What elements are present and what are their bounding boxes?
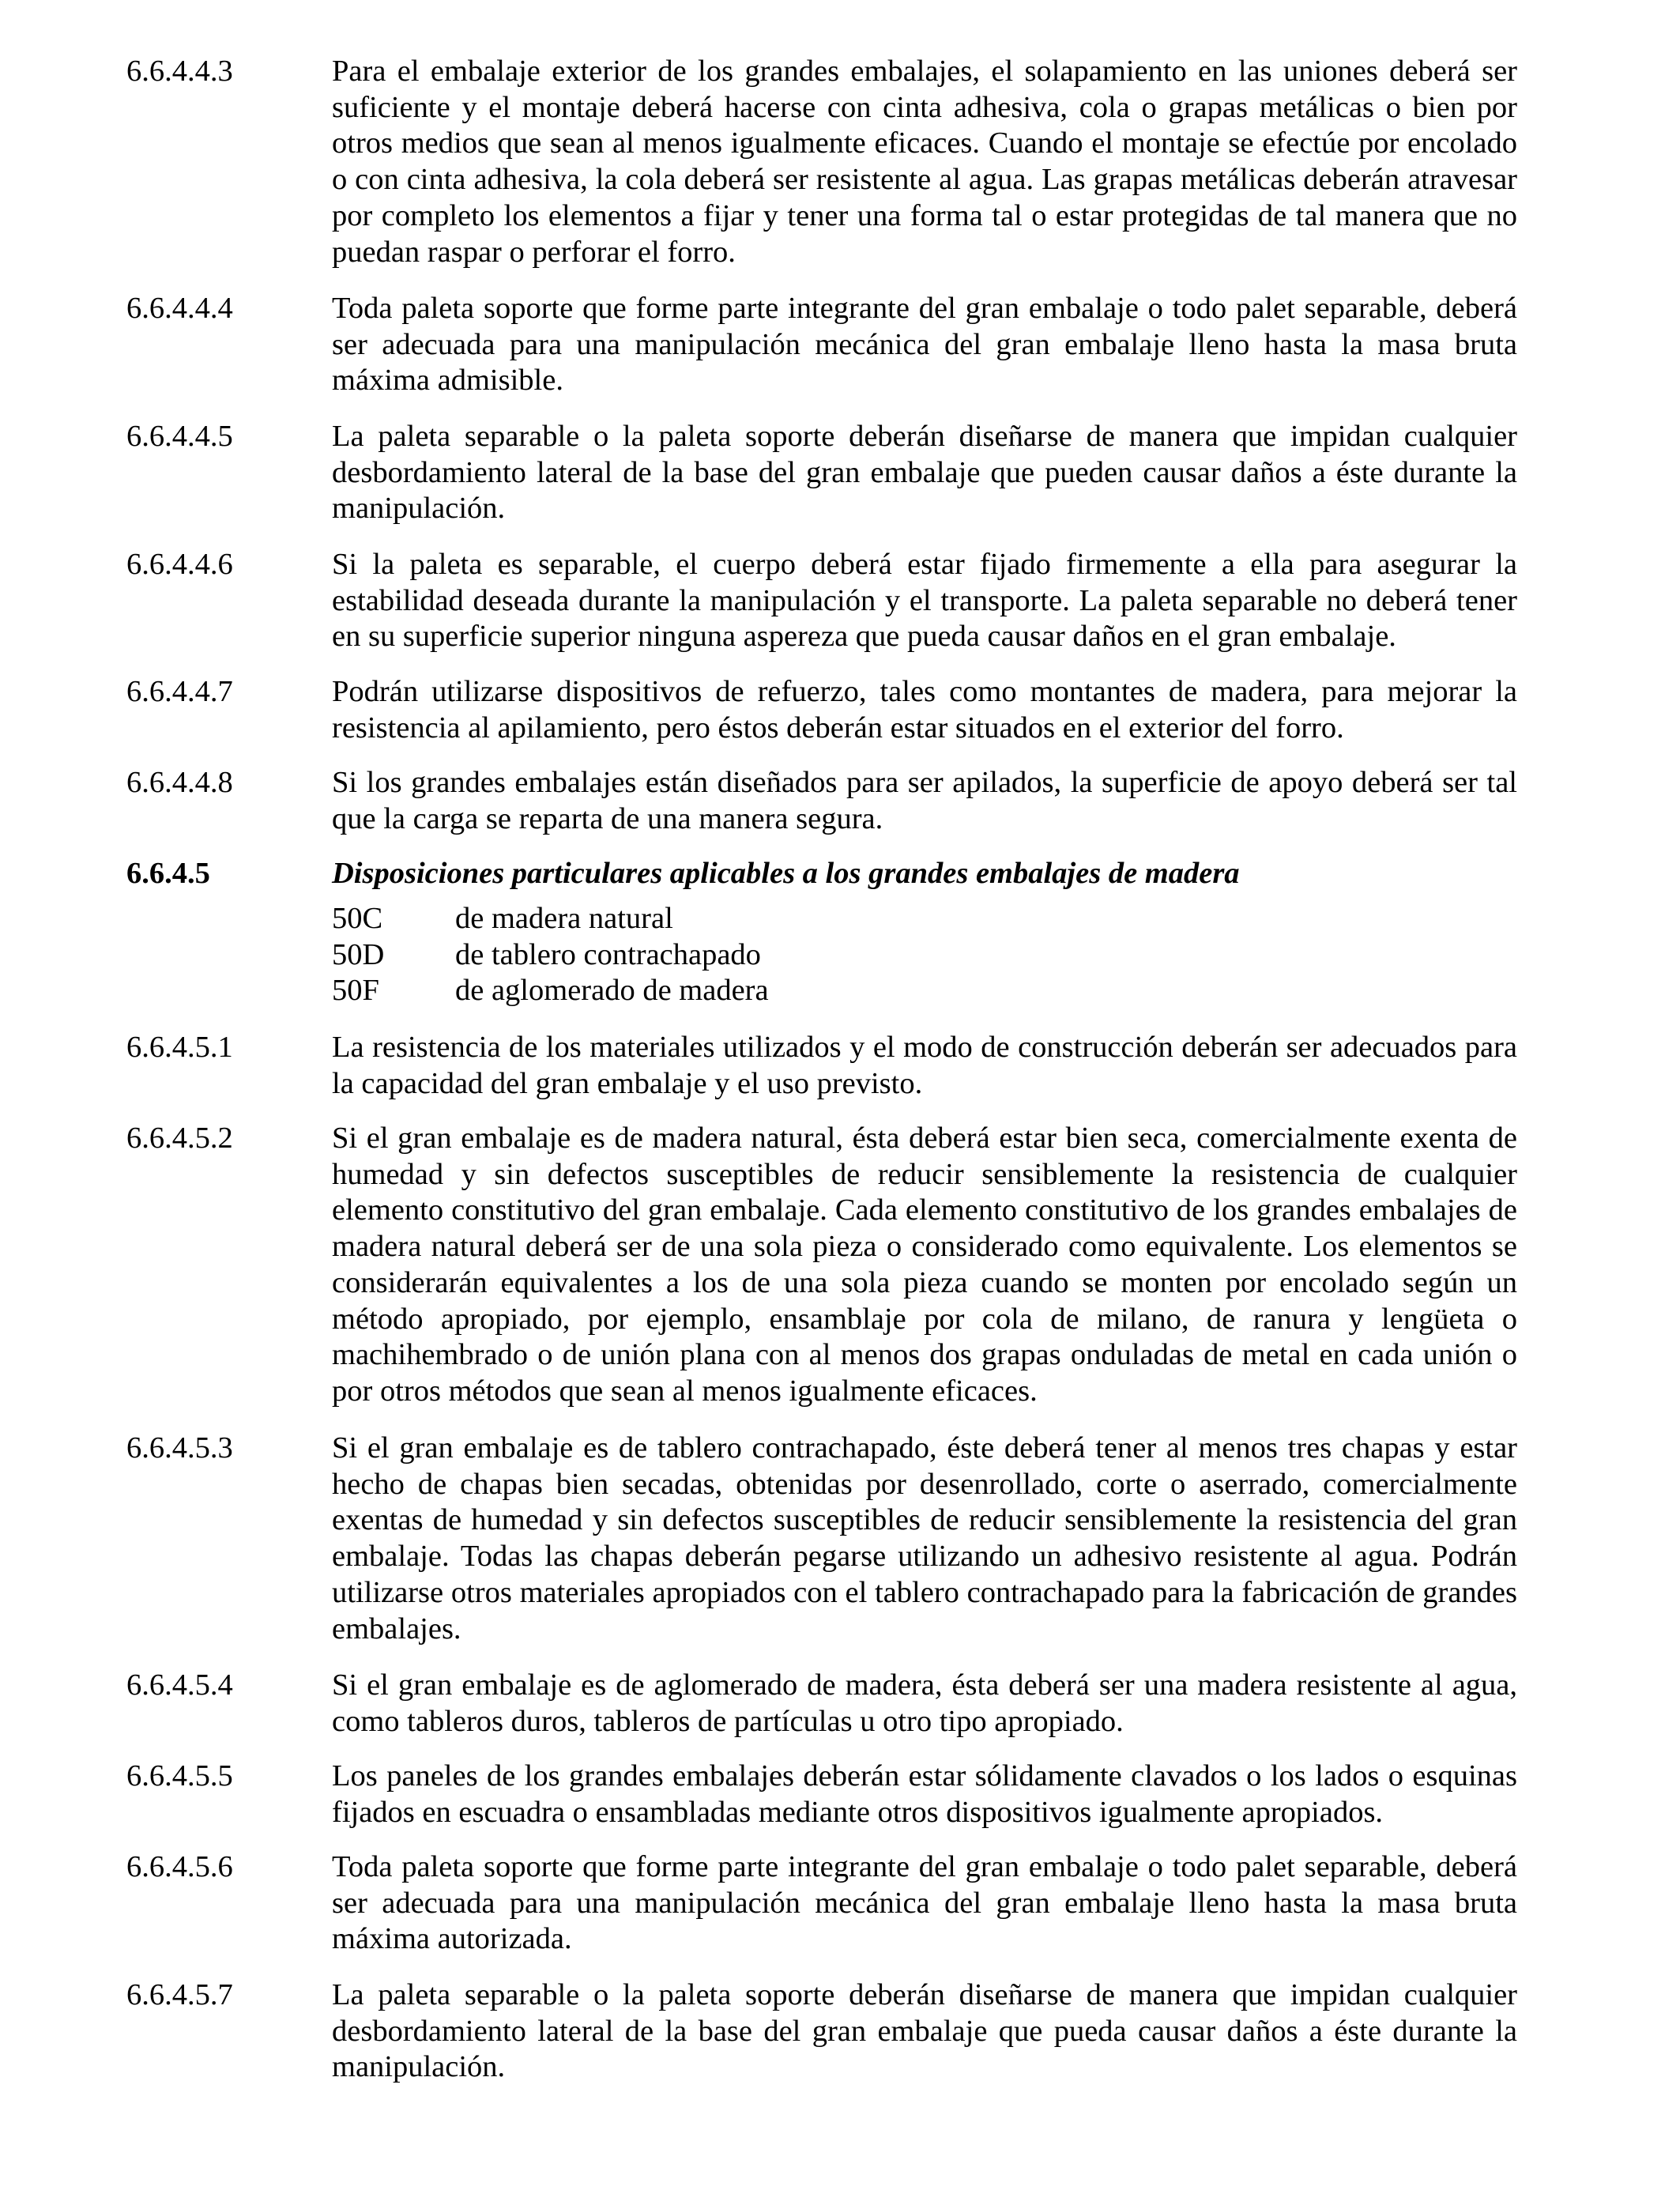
section-text: Podrán utilizarse dispositivos de refuerzo, tales como montantes de madera, para mejorar la resistencia al apilamiento, pero éstos deberán estar situados en el exterior del forro. <box>332 675 1517 745</box>
packaging-code-label: de tablero contrachapado <box>455 937 761 971</box>
code-row <box>332 901 885 937</box>
section-text: Si el gran embalaje es de aglomerado de madera, ésta deberá ser una madera resistente al agua, como tableros duros, tableros de partículas u otro tipo apropiado. <box>332 1668 1517 1738</box>
section-text: Toda paleta soporte que forme parte integrante del gran embalaje o todo palet separable, deberá ser adecuada para una manipulación mecánica del gran embalaje lleno hasta la masa bruta máxima admisible. <box>332 292 1517 398</box>
section-text: Si el gran embalaje es de madera natural, ésta deberá estar bien seca, comercialmente exenta de humedad y sin defectos susceptibles de reducir sensiblemente la resistencia de cualquier elemento constitutivo del gran embalaje. Cada elemento constitutivo de los grandes embalajes de madera natural deberá ser de una sola pieza o considerado como equivalente. Los elementos se considerarán equivalentes a los de una sola pieza cuando se monten por encolado según un método apropiado, por ejemplo, ensamblaje por cola de milano, de ranura y lengüeta o machihembrado o de unión plana con al menos dos grapas onduladas de metal en cada unión o por otros métodos que sean al menos igualmente eficaces. <box>332 1122 1517 1408</box>
section-6-6-4-4-3 <box>126 54 1517 270</box>
section-text: La paleta separable o la paleta soporte deberán diseñarse de manera que impidan cualquier desbordamiento lateral de la base del gran embalaje que pueda causar daños a éste durante la manipulación. <box>332 1978 1517 2084</box>
code-row <box>332 973 885 1009</box>
packaging-code: 50D <box>332 937 385 971</box>
section-6-6-4-4-6 <box>126 547 1517 655</box>
section-6-6-4-4-5 <box>126 419 1517 527</box>
section-6-6-4-5-1 <box>126 1030 1517 1102</box>
packaging-code-list <box>332 901 885 1009</box>
section-text: La paleta separable o la paleta soporte deberán diseñarse de manera que impidan cualquier desbordamiento lateral de la base del gran embalaje que pueden causar daños a éste durante la manipulación. <box>332 420 1517 526</box>
section-text: Si los grandes embalajes están diseñados para ser apilados, la superficie de apoyo deberá ser tal que la carga se reparta de una manera segura. <box>332 766 1517 835</box>
packaging-code: 50C <box>332 902 383 935</box>
section-text: Los paneles de los grandes embalajes deberán estar sólidamente clavados o los lados o esquinas fijados en escuadra o ensambladas mediante otros dispositivos igualmente apropiados. <box>332 1759 1517 1829</box>
section-number: 6.6.4.5 <box>126 857 210 890</box>
section-6-6-4-4-4 <box>126 291 1517 399</box>
section-6-6-4-5-5 <box>126 1759 1517 1830</box>
section-text: La resistencia de los materiales utilizados y el modo de construcción deberán ser adecuados para la capacidad del gran embalaje y el uso previsto. <box>332 1031 1517 1100</box>
section-6-6-4-5-6 <box>126 1849 1517 1958</box>
section-text: Si la paleta es separable, el cuerpo deberá estar fijado firmemente a ella para asegurar la estabilidad deseada durante la manipulación y el transporte. La paleta separable no deberá tener en su superficie superior ninguna aspereza que pueda causar daños en el gran embalaje. <box>332 548 1517 654</box>
packaging-code: 50F <box>332 974 379 1008</box>
section-number: 6.6.4.4.7 <box>126 675 233 708</box>
section-6-6-4-5-3 <box>126 1431 1517 1647</box>
section-number: 6.6.4.5.7 <box>126 1978 233 2011</box>
section-number: 6.6.4.4.3 <box>126 55 233 88</box>
section-heading-6-6-4-5 <box>126 856 1517 892</box>
section-number: 6.6.4.5.6 <box>126 1850 233 1883</box>
section-number: 6.6.4.4.8 <box>126 766 233 799</box>
packaging-code-label: de aglomerado de madera <box>455 974 769 1008</box>
section-6-6-4-4-8 <box>126 765 1517 837</box>
section-number: 6.6.4.5.5 <box>126 1759 233 1793</box>
section-6-6-4-5-7 <box>126 1977 1517 2086</box>
section-number: 6.6.4.5.2 <box>126 1122 233 1155</box>
section-text: Toda paleta soporte que forme parte integrante del gran embalaje o todo palet separable, deberá ser adecuada para una manipulación mecánica del gran embalaje lleno hasta la masa bruta máxima autorizada. <box>332 1850 1517 1956</box>
section-number: 6.6.4.4.4 <box>126 292 233 325</box>
section-number: 6.6.4.4.5 <box>126 420 233 453</box>
section-number: 6.6.4.5.4 <box>126 1668 233 1702</box>
section-6-6-4-4-7 <box>126 674 1517 746</box>
section-heading-text: Disposiciones particulares aplicables a los grandes embalajes de madera <box>332 857 1240 890</box>
packaging-code-label: de madera natural <box>455 902 673 935</box>
section-text: Para el embalaje exterior de los grandes embalajes, el solapamiento en las uniones deberá ser suficiente y el montaje deberá hacerse con cinta adhesiva, cola o grapas metálicas o bien por otros medios que sean al menos igualmente eficaces. Cuando el montaje se efectúe por encolado o con cinta adhesiva, la cola deberá ser resistente al agua. Las grapas metálicas deberán atravesar por completo los elementos a fijar y tener una forma tal o estar protegidas de tal manera que no puedan raspar o perforar el forro. <box>332 55 1517 269</box>
code-row <box>332 937 885 974</box>
section-text: Si el gran embalaje es de tablero contrachapado, éste deberá tener al menos tres chapas y estar hecho de chapas bien secadas, obtenidas por desenrollado, corte o aserrado, comercialmente exentas de humedad y sin defectos susceptibles de reducir sensiblemente la resistencia del gran embalaje. Todas las chapas deberán pegarse utilizando un adhesivo resistente al agua. Podrán utilizarse otros materiales apropiados con el tablero contrachapado para la fabricación de grandes embalajes. <box>332 1431 1517 1646</box>
section-6-6-4-5-4 <box>126 1668 1517 1740</box>
section-6-6-4-5-2 <box>126 1121 1517 1410</box>
section-number: 6.6.4.4.6 <box>126 548 233 581</box>
section-number: 6.6.4.5.3 <box>126 1431 233 1465</box>
section-number: 6.6.4.5.1 <box>126 1031 233 1064</box>
